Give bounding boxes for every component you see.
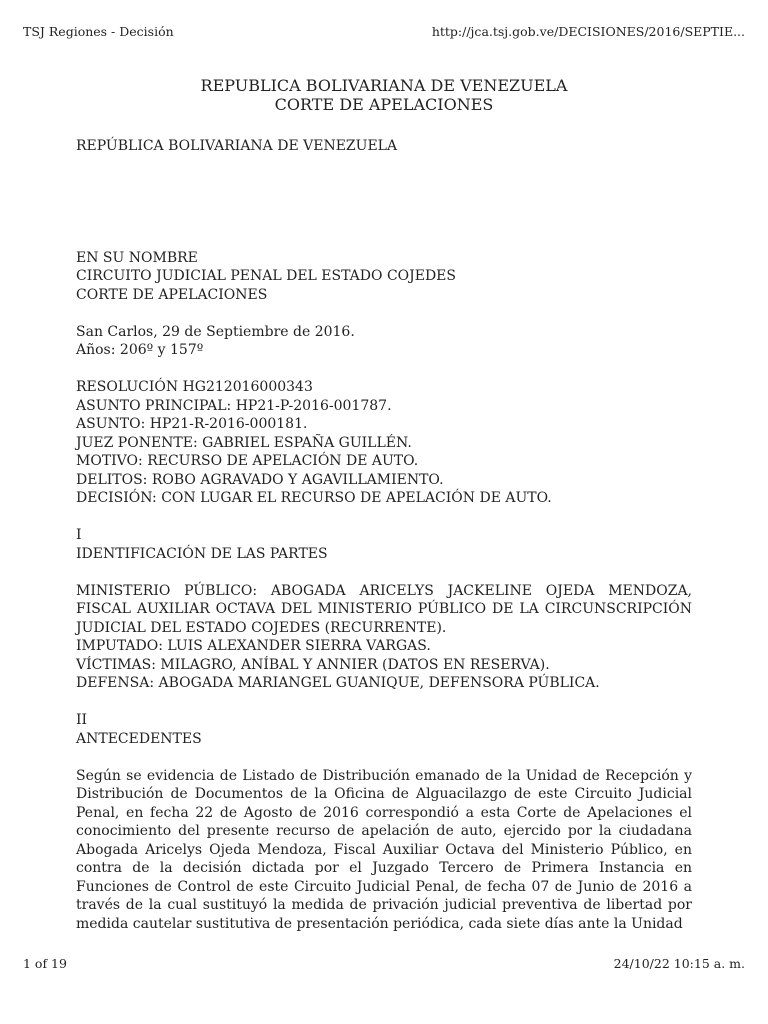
section-2-number: II: [76, 712, 88, 728]
imputado-line: IMPUTADO: LUIS ALEXANDER SIERRA VARGAS.: [76, 638, 431, 654]
browser-url: http://jca.tsj.gob.ve/DECISIONES/2016/SEPTIE...: [431, 24, 745, 39]
decision-line: DECISIÓN: CON LUGAR EL RECURSO DE APELACIÓN DE AUTO.: [76, 490, 552, 506]
asunto-line: ASUNTO: HP21-R-2016-000181.: [76, 416, 308, 432]
motivo-line: MOTIVO: RECURSO DE APELACIÓN DE AUTO.: [76, 453, 419, 469]
defensa-line: DEFENSA: ABOGADA MARIANGEL GUANIQUE, DEFENSORA PÚBLICA.: [76, 675, 600, 691]
juez-line: JUEZ PONENTE: GABRIEL ESPAÑA GUILLÉN.: [76, 434, 412, 451]
victimas-line: VÍCTIMAS: MILAGRO, ANÍBAL Y ANNIER (DATOS EN RESERVA).: [76, 656, 550, 673]
section-2-title: ANTECEDENTES: [76, 730, 202, 747]
ministerio-publico-paragraph: MINISTERIO PÚBLICO: ABOGADA ARICELYS JACKELINE OJEDA MENDOZA, FISCAL AUXILIAR OCTAVA DEL MINISTERIO PÚBLICO DE LA CIRCUNSCRIPCIÓN JUDICIAL DEL ESTADO COJEDES (RECURRENTE).: [76, 582, 692, 636]
anos-line: Años: 206º y 157º: [76, 342, 204, 358]
heading-line-corte: CORTE DE APELACIONES: [274, 95, 494, 114]
en-su-nombre: EN SU NOMBRE: [76, 249, 198, 266]
place-date: San Carlos, 29 de Septiembre de 2016.: [76, 323, 355, 340]
delitos-line: DELITOS: ROBO AGRAVADO Y AGAVILLAMIENTO.: [76, 471, 444, 488]
document-body: [76, 137, 692, 933]
circuito-line: CIRCUITO JUDICIAL PENAL DEL ESTADO COJEDES: [76, 268, 456, 284]
republic-line: REPÚBLICA BOLIVARIANA DE VENEZUELA: [76, 138, 398, 154]
asunto-principal-line: ASUNTO PRINCIPAL: HP21-P-2016-001787.: [76, 397, 392, 414]
page-counter: 1 of 19: [23, 956, 67, 971]
resolucion-line: RESOLUCIÓN HG212016000343: [76, 379, 313, 395]
browser-page-title: TSJ Regiones - Decisión: [23, 24, 174, 39]
section-1-number: I: [76, 527, 82, 543]
corte-line: CORTE DE APELACIONES: [76, 286, 268, 303]
heading-line-republic: REPUBLICA BOLIVARIANA DE VENEZUELA: [200, 76, 568, 95]
section-1-title: IDENTIFICACIÓN DE LAS PARTES: [76, 545, 328, 562]
document-heading: [0, 76, 768, 114]
print-datetime: 24/10/22 10:15 a. m.: [613, 956, 745, 971]
antecedentes-paragraph: Según se evidencia de Listado de Distribución emanado de la Unidad de Recepción y Distribución de Documentos de la Oficina de Alguacilazgo de este Circuito Judicial Penal, en fecha 22 de Agosto de 2016 correspondió a esta Corte de Apelaciones el conocimiento del presente recurso de apelación de auto, ejercido por la ciudadana Abogada Aricelys Ojeda Mendoza, Fiscal Auxiliar Octava del Ministerio Público, en contra de la decisión dictada por el Juzgado Tercero de Primera Instancia en Funciones de Control de este Circuito Judicial Penal, de fecha 07 de Junio de 2016 a través de la cual sustituyó la medida de privación judicial preventiva de libertad por medida cautelar sustitutiva de presentación periódica, cada siete días ante la Unidad: [76, 767, 692, 932]
